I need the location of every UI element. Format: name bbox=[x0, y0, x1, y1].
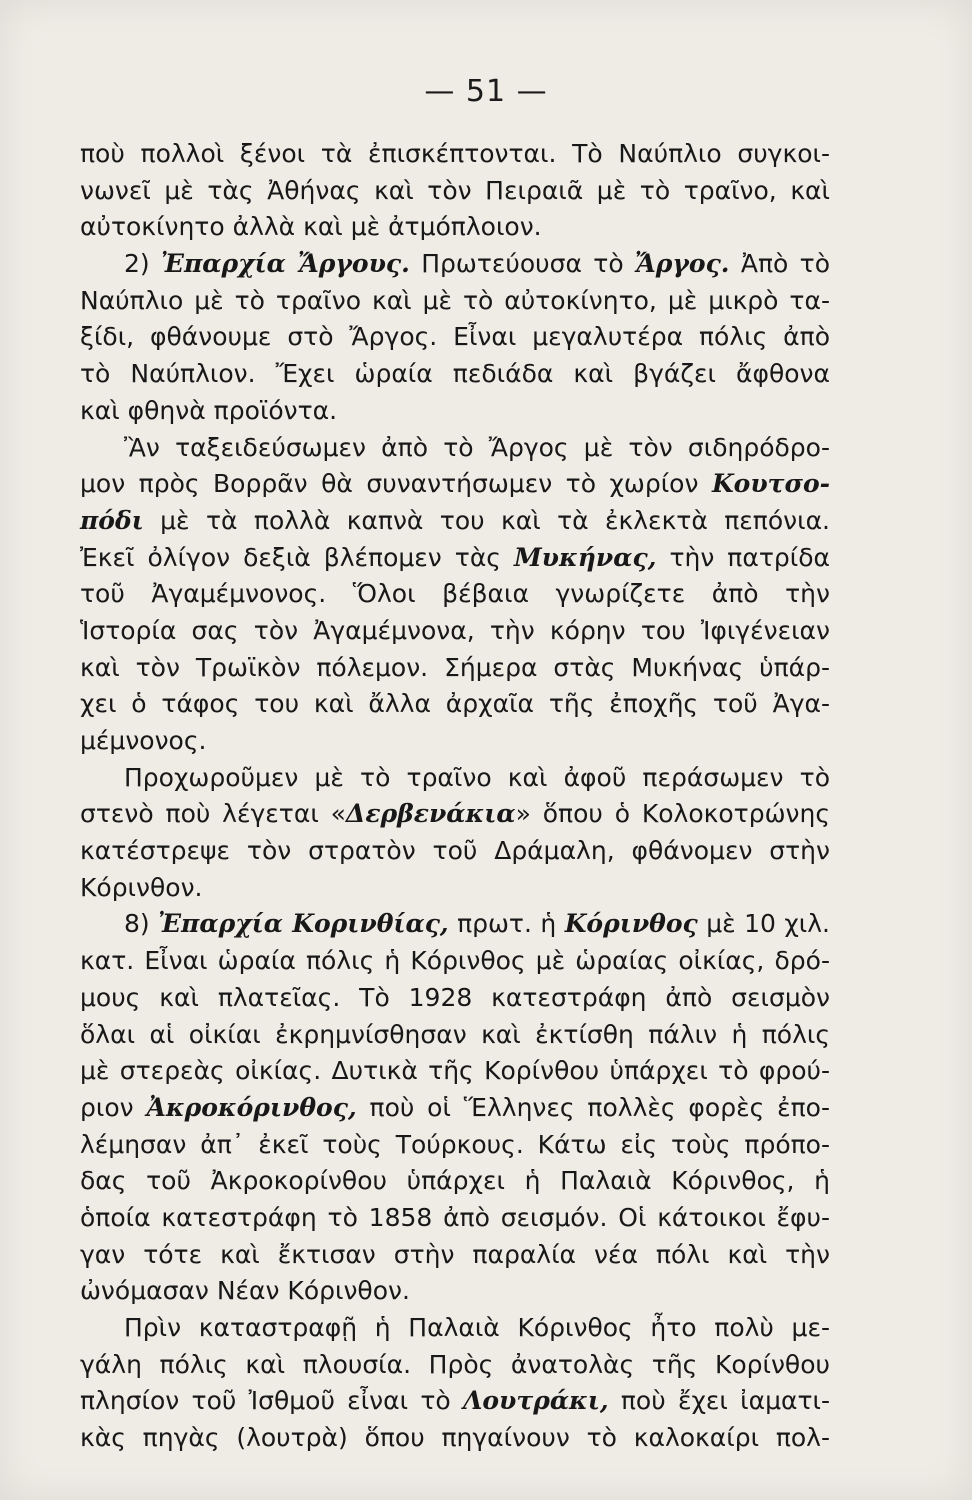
text-line: Ἐκεῖ ὀλίγον δεξιὰ βλέπομεν τὰς Μυκήνας, τὴν πατρίδα bbox=[80, 542, 830, 572]
heading-argos-province: Ἐπαρχία Ἄργους. bbox=[161, 249, 410, 279]
text-line: νωνεῖ μὲ τὰς Ἀθήνας καὶ τὸν Πειραιᾶ μὲ τὸ τραῖνο, καὶ bbox=[80, 175, 830, 205]
text-line: κατέστρεψε τὸν στρατὸν τοῦ Δράμαλη, φθάνομεν στὴν bbox=[80, 836, 830, 866]
body-text bbox=[80, 136, 830, 1457]
text-line: Ναύπλιο μὲ τὸ τραῖνο καὶ μὲ τὸ αὐτοκίνητο, μὲ μικρὸ τα- bbox=[80, 285, 830, 315]
text-line: ὅλαι αἱ οἰκίαι ἐκρημνίσθησαν καὶ ἐκτίσθη πάλιν ἡ πόλις bbox=[80, 1019, 830, 1049]
page-number: — 51 — bbox=[424, 74, 548, 109]
text-line: μέμνονος. bbox=[80, 726, 207, 755]
text-line: στενὸ ποὺ λέγεται «Δερβενάκια» ὅπου ὁ Κολοκοτρώνης bbox=[80, 799, 830, 829]
text-line: ὠνόμασαν Νέαν Κόρινθον. bbox=[80, 1276, 410, 1306]
place-name: Δερβενάκια bbox=[345, 799, 516, 829]
text-line: Προχωροῦμεν μὲ τὸ τραῖνο καὶ ἀφοῦ περάσωμεν τὸ bbox=[124, 762, 830, 792]
text-line: χει ὁ τάφος του καὶ ἄλλα ἀρχαῖα τῆς ἐποχῆς τοῦ Ἀγα- bbox=[80, 689, 830, 719]
heading-corinthia-province: Ἐπαρχία Κορινθίας, bbox=[158, 909, 449, 939]
place-name: Ἄργος. bbox=[634, 249, 730, 279]
text-line: τοῦ Ἀγαμέμνονος. Ὅλοι βέβαια γνωρίζετε ἀπὸ τὴν bbox=[80, 579, 830, 609]
text-line: μον πρὸς Βορρᾶν θὰ συναντήσωμεν τὸ χωρίον Κουτσο- bbox=[80, 469, 830, 499]
text-line: 2) Ἐπαρχία Ἄργους. Πρωτεύουσα τὸ Ἄργος. Ἀπὸ τὸ bbox=[124, 249, 831, 279]
text-line: δας τοῦ Ἀκροκορίνθου ὑπάρχει ἡ Παλαιὰ Κόρινθος, ἡ bbox=[80, 1166, 830, 1196]
text-line: Ἱστορία σας τὸν Ἀγαμέμνονα, τὴν κόρην του Ἰφιγένειαν bbox=[80, 615, 830, 645]
text-line: κὰς πηγὰς (λουτρὰ) ὅπου πηγαίνουν τὸ καλοκαίρι πολ- bbox=[80, 1423, 830, 1453]
place-name: Κουτσο- bbox=[711, 469, 830, 499]
text-line: Κόρινθον. bbox=[80, 872, 203, 902]
text-line: Ἂν ταξειδεύσωμεν ἀπὸ τὸ Ἄργος μὲ τὸν σιδηρόδρο- bbox=[124, 432, 830, 462]
text-line: μους καὶ πλατεῖας. Τὸ 1928 κατεστράφη ἀπὸ σεισμὸν bbox=[80, 982, 830, 1012]
text-line: πλησίον τοῦ Ἰσθμοῦ εἶναι τὸ Λουτράκι, ποὺ ἔχει ἰαματι- bbox=[80, 1386, 831, 1416]
text-line: αὐτοκίνητο ἀλλὰ καὶ μὲ ἀτμόπλοιον. bbox=[80, 212, 542, 242]
text-line: ριον Ἀκροκόρινθος, ποὺ οἱ Ἕλληνες πολλὲς φορὲς ἐπο- bbox=[80, 1092, 830, 1122]
text-line: γάλη πόλις καὶ πλουσία. Πρὸς ἀνατολὰς τῆς Κορίνθου bbox=[80, 1349, 830, 1379]
text-line: λέμησαν ἀπ᾽ ἐκεῖ τοὺς Τούρκους. Κάτω εἰς τοὺς πρόπο- bbox=[80, 1129, 830, 1159]
text-line: γαν τότε καὶ ἔκτισαν στὴν παραλία νέα πόλι καὶ τὴν bbox=[80, 1239, 830, 1269]
text-line: κατ. Εἶναι ὡραία πόλις ἡ Κόρινθος μὲ ὡραίας οἰκίας, δρό- bbox=[80, 946, 830, 976]
place-name: Κόρινθος bbox=[564, 909, 698, 939]
text-line: καὶ φθηνὰ προϊόντα. bbox=[80, 395, 338, 425]
text-line: ξίδι, φθάνουμε στὸ Ἄργος. Εἶναι μεγαλυτέρα πόλις ἀπὸ bbox=[80, 322, 830, 352]
place-name: Μυκήνας, bbox=[513, 542, 657, 572]
text-line: ὁποία κατεστράφη τὸ 1858 ἀπὸ σεισμόν. Οἱ κάτοικοι ἔφυ- bbox=[80, 1202, 830, 1232]
text-line: καὶ τὸν Τρωϊκὸν πόλεμον. Σήμερα στὰς Μυκήνας ὑπάρ- bbox=[80, 652, 830, 682]
place-name: Ἀκροκόρινθος, bbox=[146, 1092, 357, 1122]
text-line: τὸ Ναύπλιον. Ἔχει ὡραία πεδιάδα καὶ βγάζει ἄφθονα bbox=[80, 359, 830, 389]
place-name: πόδι bbox=[80, 505, 144, 535]
text-line: 8) Ἐπαρχία Κορινθίας, πρωτ. ἡ Κόρινθος μὲ 10 χιλ. bbox=[124, 909, 830, 939]
text-line: Πρὶν καταστραφῇ ἡ Παλαιὰ Κόρινθος ἦτο πολὺ με- bbox=[124, 1313, 830, 1342]
text-line: πόδι μὲ τὰ πολλὰ καπνὰ του καὶ τὰ ἐκλεκτὰ πεπόνια. bbox=[80, 505, 830, 535]
text-line: μὲ στερεὰς οἰκίας. Δυτικὰ τῆς Κορίνθου ὑπάρχει τὸ φρού- bbox=[80, 1056, 830, 1086]
text-line: ποὺ πολλοὶ ξένοι τὰ ἐπισκέπτονται. Τὸ Ναύπλιο συγκοι- bbox=[80, 139, 830, 168]
place-name: Λουτράκι, bbox=[462, 1386, 609, 1416]
